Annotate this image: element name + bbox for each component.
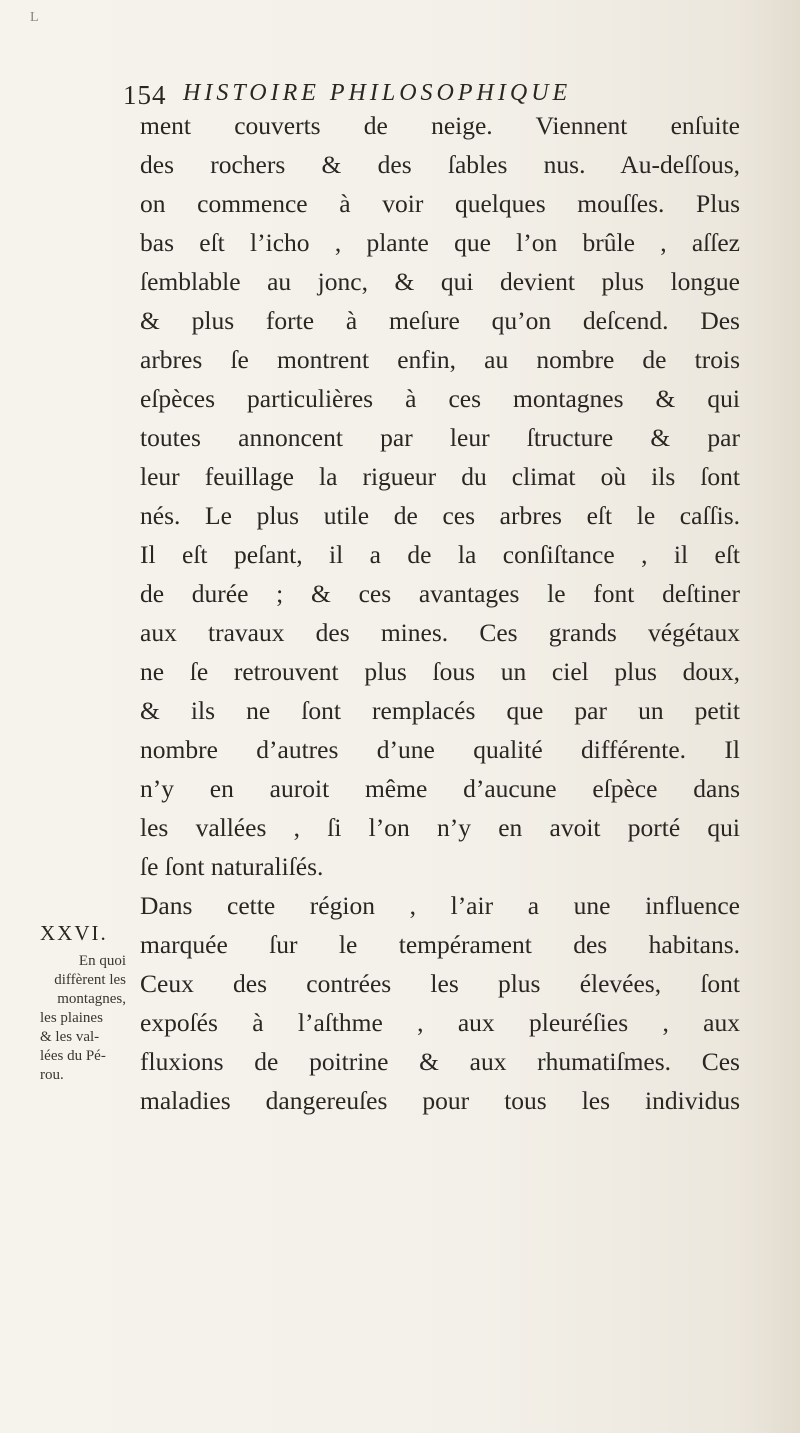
marginal-note-line: En quoi [78,953,126,969]
marginal-note-line: & les val- [40,1029,100,1045]
marginal-note-line: les plaines [40,1010,103,1026]
text-line: Ceux des contrées les plus élevées, ſont [140,969,740,998]
text-line: marquée ſur le tempérament des habitans. [140,930,740,959]
marginal-note-line: rou. [40,1067,64,1083]
text-line: aux travaux des mines. Ces grands végétaux [140,618,740,647]
marginal-note [40,952,126,1085]
text-line: fluxions de poitrine & aux rhumatiſmes. Ces [140,1047,740,1076]
text-line: leur feuillage la rigueur du climat où ils ſont [140,462,740,491]
marginal-note-line: diffèrent les [54,972,126,988]
text-line: bas eſt l’icho , plante que l’on brûle , aſſez [140,228,740,257]
text-line: Dans cette région , l’air a une influence [140,891,740,920]
text-line: ſe ſont naturaliſés. [140,852,324,881]
text-line: des rochers & des ſables nus. Au-deſſous, [140,150,740,179]
text-line: & ils ne ſont remplacés que par un petit [140,696,740,725]
text-line: ne ſe retrouvent plus ſous un ciel plus doux, [140,657,740,686]
corner-mark: L [30,10,39,25]
text-line: expoſés à l’aſthme , aux pleuréſies , aux [140,1008,740,1037]
text-line: eſpèces particulières à ces montagnes & qui [140,384,740,413]
text-line: nombre d’autres d’une qualité différente. Il [140,735,740,764]
text-line: les vallées , ſi l’on n’y en avoit porté qui [140,813,740,842]
text-line: & plus forte à meſure qu’on deſcend. Des [140,306,740,335]
text-line: ment couverts de neige. Viennent enſuite [140,111,740,140]
text-line: nés. Le plus utile de ces arbres eſt le caſſis. [140,501,740,530]
text-line: arbres ſe montrent enfin, au nombre de trois [140,345,740,374]
text-line: on commence à voir quelques mouſſes. Plus [140,189,740,218]
text-line: n’y en auroit même d’aucune eſpèce dans [140,774,740,803]
text-line: ſemblable au jonc, & qui devient plus longue [140,267,740,296]
text-line: de durée ; & ces avantages le font deſtiner [140,579,740,608]
marginal-note-line: montagnes, [57,991,126,1007]
body-text [140,106,740,1120]
section-number: XXVI. [40,921,108,945]
marginal-note-line: lées du Pé- [40,1048,106,1064]
page-number: 154 [123,80,167,110]
running-title: HISTOIRE PHILOSOPHIQUE [183,80,572,106]
text-line: Il eſt peſant, il a de la conſiſtance , il eſt [140,540,740,569]
text-line: maladies dangereuſes pour tous les individus [140,1086,740,1115]
text-line: toutes annoncent par leur ſtructure & par [140,423,740,452]
